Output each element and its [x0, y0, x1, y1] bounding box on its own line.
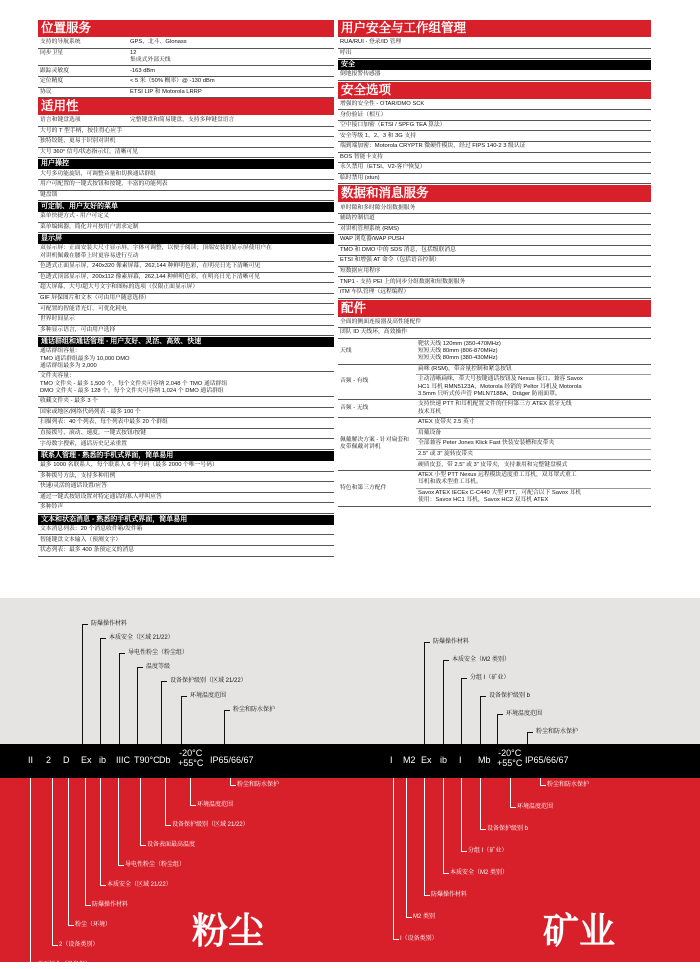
spec-line: 超大屏幕，大号/超大号文字和图标的选项（仅限正面显示屏） — [38, 283, 334, 294]
marking-code: Mb — [478, 755, 491, 765]
spec-line: 多种显示语言，可由用户选择 — [38, 326, 334, 337]
leader-line — [527, 732, 528, 744]
leader-tick — [461, 851, 467, 852]
section-title-user-security: 用户安全与工作组管理 — [338, 20, 651, 37]
leader-line — [480, 696, 481, 744]
leader-line — [406, 778, 407, 917]
spec-line: 收藏文件夹 - 最多 3 个 — [38, 397, 334, 408]
spec-line: 菜单编辑器，简化并可按用户需求定制 — [38, 223, 334, 234]
legend-label: 粉尘和防水保护 — [237, 782, 280, 788]
section-title-usability: 适用性 — [38, 98, 334, 115]
leader-tick — [480, 829, 486, 830]
leader-line — [100, 778, 101, 885]
accessory-group — [338, 340, 651, 365]
spec-line: 短数据应用程序 — [338, 267, 651, 278]
spec-line: 安全等级 1、2、3 和 3G 支持 — [338, 131, 651, 142]
leader-line — [497, 714, 498, 744]
legend-label: I（设备类别） — [400, 936, 438, 942]
leader-line — [461, 678, 462, 744]
right-column — [338, 20, 651, 507]
mine-title: 矿业 — [543, 910, 616, 951]
accessory-group — [338, 471, 651, 507]
leader-tick — [230, 785, 236, 786]
legend-label: 设备保护级别（区域 21/22） — [170, 678, 247, 685]
leader-tick — [540, 785, 546, 786]
accessory-item: 扁咪 (RSM)，带音量控制和紧急按钮 — [416, 365, 651, 376]
marking-code: II — [28, 755, 34, 765]
spec-line: 增强的安全性 - OTAR/DMO SCK — [338, 100, 651, 111]
accessory-item: 支持快速 PTT 和耳机配置文件的任何第三方 ATEX 蓝牙无线 技术耳机 — [418, 401, 572, 415]
section-title-accessories: 配件 — [338, 300, 651, 317]
subsection-text: 文本和状态消息 - 熟悉的手机式界面，简单易用 — [38, 515, 334, 525]
spec-line: 最多 1000 名联系人，每个联系人 6 个号码（最多 2000 个唯一号码） — [38, 461, 334, 472]
leader-line — [100, 638, 101, 744]
leader-line — [165, 778, 166, 825]
leader-line — [82, 624, 83, 744]
spec-line: 临时禁用 (stun) — [338, 174, 651, 185]
marking-code: -20°C +55°C — [497, 748, 523, 768]
leader-line — [118, 778, 119, 865]
accessory-items — [416, 471, 651, 506]
accessory-item: 主动清晰扁咪，带大号按键通话按钮及 Nexus 接口。兼容 Savox HC1 耳机 RMN5123A，Motorola 经销的 Peltor 耳机及 Motorola 3.5mm 只听式传声管 PMLN7188A，Dräger 防雨面罩。 — [418, 376, 583, 397]
leader-line — [85, 778, 86, 905]
leader-tick — [85, 905, 91, 906]
leader-line — [119, 653, 120, 744]
leader-line — [510, 778, 511, 807]
leader-tick — [100, 885, 106, 886]
accessory-item: Savox ATEX IECEx C-C440 大型 PTT，可配合以下 Savox 耳机 使用：Savox HC1 耳机，Savox HC2 双耳机 ATEX — [418, 489, 582, 504]
leader-line — [540, 778, 541, 785]
leader-tick — [406, 917, 412, 918]
spec-line: RUA/RUI - 登录/ID 管理 — [338, 38, 651, 49]
leader-line — [393, 778, 394, 939]
spec-line: 世界时间显示 — [38, 315, 334, 326]
marking-code: D — [63, 755, 70, 765]
leader-tick — [461, 678, 467, 679]
spec-line: 多种拨号方法，支持多种用例 — [38, 472, 334, 483]
accessory-category: 天线 — [340, 348, 352, 355]
accessory-group — [338, 400, 651, 418]
legend-label: 防爆操作材料 — [91, 621, 128, 627]
marking-code: Ex — [421, 755, 432, 765]
marking-code: 2 — [46, 755, 52, 765]
legend-label: 本质安全（M2 类别） — [450, 870, 509, 876]
spec-value: GPS、北斗、Glonass — [130, 39, 187, 46]
leader-tick — [140, 845, 146, 846]
marking-code: Db — [159, 755, 171, 765]
spec-line: 端到端加密：Motorola CRYPTR 微硬件模块，经过 FIPS 140-2 3 级认证 — [338, 142, 651, 153]
subsection-safety: 安全 — [338, 60, 651, 70]
spec-key: 定位精度 — [40, 78, 64, 85]
accessory-item: 肩戴设备 — [416, 429, 651, 440]
spec-line: TMO 和 DMO 中的 SDS 消息，包括级联消息 — [338, 246, 651, 257]
leader-line — [443, 660, 444, 744]
legend-label: 2（设备类别） — [59, 942, 99, 948]
spec-value: 完整键盘和简易键盘，支持多种键盘语言 — [130, 117, 235, 124]
leader-line — [52, 778, 53, 945]
spec-value: < 5 米（50% 概率）@ -130 dBm — [130, 78, 215, 85]
spec-line: 键盘锁 — [38, 191, 334, 202]
spec-line: 状态列表：最多 400 条预定义的消息 — [38, 546, 334, 557]
spec-line: 用户可配置的一键式按钮和按键，丰富的功能列表 — [38, 180, 334, 191]
legend-label: 环境温度范围 — [190, 692, 227, 699]
spec-value: -163 dBm — [130, 67, 156, 74]
marking-code: ib — [440, 755, 448, 765]
legend-label: 设备表面最高温度 — [147, 842, 196, 848]
spec-row — [38, 148, 334, 159]
legend-label: 表面行业（设备组） — [37, 962, 92, 968]
display-list — [38, 244, 334, 336]
usability-table — [38, 116, 334, 158]
spec-line: 字母数字搜索，通话历史记录重置 — [38, 439, 334, 450]
accessory-item: ATEX 皮带夹 2.5 英寸 — [416, 418, 651, 429]
spec-line: 倒地报警传感器 — [338, 70, 651, 81]
accessory-group — [338, 365, 651, 401]
accessory-items — [416, 340, 651, 364]
legend-label: 导电性粉尘（粉尘组） — [128, 649, 189, 656]
spec-line: 通过一键式按钮设置对特定通话的私人呼叫应答 — [38, 493, 334, 504]
spec-line: 永久禁用（ETSI、V2-客户恢复） — [338, 163, 651, 174]
legend-label: 防爆操作材料 — [433, 639, 470, 645]
section-title-location: 位置服务 — [38, 20, 334, 37]
spec-row — [38, 38, 334, 49]
legend-label: 粉尘和防水保护 — [233, 706, 276, 713]
accessory-table — [338, 340, 651, 507]
leader-line — [140, 778, 141, 845]
leader-line — [224, 710, 225, 744]
spec-line: 菜单快捷方式 - 用户可定义 — [38, 212, 334, 223]
spec-line: 辅助控制信道 — [338, 214, 651, 225]
spec-line: WAP 浏览器/WAP PUSH — [338, 235, 651, 246]
spec-line: 可配置的智能背光灯，可优化耗电 — [38, 304, 334, 315]
accessory-items — [416, 365, 651, 400]
legend-label: 防爆操作材料 — [431, 892, 468, 898]
spec-line: 身份验证（相互） — [338, 110, 651, 121]
marking-code: ib — [99, 755, 107, 765]
atex-marking-diagram — [0, 598, 700, 968]
user-control-list — [38, 169, 334, 201]
marking-code: -20°C +55°C — [178, 748, 204, 768]
accessory-top-list — [338, 318, 651, 339]
spec-line: 大号多功能旋钮，可调整音量和切换通话群组 — [38, 169, 334, 180]
leader-tick — [527, 732, 533, 733]
leader-tick — [119, 653, 125, 654]
spec-line: TNP1 - 支持 PEI 上的同步分组数据和短数据服务 — [338, 277, 651, 288]
legend-label: 粉尘和防水保护 — [536, 729, 579, 735]
legend-label: 防爆操作材料 — [92, 902, 129, 908]
spec-line: BOS 智能卡支持 — [338, 153, 651, 164]
spec-line: 团队 ID 天线环，高效操作 — [338, 328, 651, 339]
legend-label: M2 类别 — [413, 914, 436, 920]
marking-code: IIIC — [116, 755, 131, 765]
spec-row — [38, 77, 334, 88]
accessory-category: 音频 - 有线 — [340, 378, 369, 385]
leader-line — [461, 778, 462, 851]
leader-line — [480, 778, 481, 829]
spec-value: ETSI LIP 和 Motorola LRRP — [130, 88, 202, 95]
leader-tick — [443, 660, 449, 661]
spec-line: ETSI 和增强 AT 命令（包括语音控制） — [338, 256, 651, 267]
user-security-list — [338, 38, 651, 59]
spec-line: 空中接口加密（ETSI / SPFG TEA 算法） — [338, 121, 651, 132]
accessory-item: 硬质皮套，带 2.5" 或 3" 皮带夹，支持兼用和完整键盘模式 — [418, 461, 568, 468]
leader-tick — [165, 825, 171, 826]
spec-line: 色透式正面显示屏，240x320 像素屏幕，262,144 种鲜明色彩，在明亮日光下清晰可见 — [38, 262, 334, 273]
accessory-item: 2.5" 或 3" 旋转皮带夹 — [416, 450, 651, 461]
subsection-talkgroup: 通话群组和通话管理 - 用户友好、灵活、高效、快速 — [38, 337, 334, 347]
section-title-data: 数据和消息服务 — [338, 185, 651, 202]
spec-line: 单时隙和多时隙分组数据服务 — [338, 203, 651, 214]
spec-line: 直接拨号、滚动、速度，一键式按钮/按键 — [38, 429, 334, 440]
legend-label: 粉尘和防水保护 — [547, 782, 590, 788]
legend-label: 粉尘（环境） — [75, 922, 112, 928]
spec-row — [38, 127, 334, 138]
leader-line — [161, 681, 162, 744]
leader-tick — [100, 638, 106, 639]
leader-line — [181, 696, 182, 745]
spec-line: iTM 车队管理（远程编程） — [338, 288, 651, 299]
legend-label: 本质安全（区域 21/22） — [109, 635, 174, 642]
leader-line — [424, 778, 425, 895]
security-options-list — [338, 100, 651, 185]
spec-line: 通话群组容量： TMO 通话群组最多为 10,000 DMO 通话群组最多为 2,000 — [38, 347, 334, 372]
marking-code: M2 — [403, 755, 416, 765]
leader-tick — [137, 667, 143, 668]
leader-tick — [510, 807, 516, 808]
spec-key: 协议 — [40, 88, 52, 95]
marking-code: IP65/66/67 — [210, 755, 254, 765]
spec-key: 同步卫星 — [40, 49, 64, 56]
spec-line: 快速/灵活的通话设置/应答 — [38, 482, 334, 493]
leader-line — [443, 778, 444, 873]
leader-tick — [161, 681, 167, 682]
legend-label: 分组 I（矿业） — [470, 675, 510, 681]
spec-line: 国家或地区/网络代码列表 - 最多 100 个 — [38, 408, 334, 419]
leader-tick — [393, 939, 399, 940]
accessory-item: 靶状天线 120mm (350-470MHz) 短短天线 80mm (806-870MHz) 短短天线 80mm (380-430MHz) — [418, 340, 501, 362]
spec-key: 大号 360° 信号/状态指示灯，清晰可见 — [40, 149, 138, 156]
subsection-contacts: 联系人管理 - 熟悉的手机式界面，简单易用 — [38, 451, 334, 461]
spec-row — [38, 66, 334, 77]
marking-code: Ex — [81, 755, 92, 765]
leader-tick — [224, 710, 230, 711]
leader-tick — [480, 696, 486, 697]
accessory-category: 佩戴解决方案 - 针对扁套和 皮带佩戴对讲机 — [340, 436, 409, 450]
legend-label: 本质安全（M2 类别） — [452, 657, 511, 663]
spec-line: 色透式顶部显示屏，200x112 像素屏幕，262,144 种鲜明色彩，在明亮日光下清晰可见 — [38, 273, 334, 284]
leader-line — [68, 778, 69, 925]
left-column — [38, 20, 334, 557]
menu-list — [38, 212, 334, 233]
spec-line: 全面的侧面连接器及高性能配件 — [338, 318, 651, 329]
spec-line: GIF 屏保图片和文本（可由用户随意选择） — [38, 294, 334, 305]
legend-label: 环境温度范围 — [506, 711, 543, 717]
legend-label: 温度等级 — [146, 663, 171, 670]
accessory-category: 特色和第三方配件 — [340, 484, 387, 491]
contacts-list — [38, 461, 334, 514]
legend-label: 设备保护级别 b — [489, 693, 531, 699]
spec-key: 独特铰链，更易于识别对讲机 — [40, 138, 116, 145]
safety-list — [338, 70, 651, 81]
marking-code: I — [390, 755, 393, 765]
spec-key: 语言和键盘选项 — [40, 117, 81, 124]
leader-line — [137, 667, 138, 744]
spec-row — [38, 137, 334, 148]
spec-value: 12 集成式外部天线 — [130, 49, 171, 63]
talkgroup-list — [38, 347, 334, 450]
leader-tick — [30, 965, 36, 966]
marking-code: I — [459, 755, 462, 765]
spec-line: 呼出 — [338, 49, 651, 60]
leader-line — [190, 778, 191, 805]
spec-line: 对讲机管理系统 (RMS) — [338, 225, 651, 236]
spec-line: 扫描列表：40 个列表，每个列表中最多 20 个群组 — [38, 418, 334, 429]
accessory-items — [416, 418, 651, 470]
leader-tick — [82, 624, 88, 625]
spec-line: 文本消息列表：20 个消息收件箱/发件箱 — [38, 525, 334, 536]
leader-tick — [424, 642, 430, 643]
data-services-list — [338, 203, 651, 298]
spec-line: 智能键盘文本输入（预测文字） — [38, 535, 334, 546]
text-message-list — [38, 525, 334, 557]
leader-tick — [190, 805, 196, 806]
spec-key: 支持的导航系统 — [40, 39, 81, 46]
accessory-item: 全部兼容 Peter Jones Klick Fast 快装安装槽和皮带夹 — [416, 439, 651, 450]
section-title-security-options: 安全选项 — [338, 82, 651, 99]
accessory-item: ATEX 小型 PTT Nexus 远程模块适度重工耳机，双耳罩式重工 耳机和战术型重工耳机。 — [416, 471, 651, 489]
marking-code: T90°C — [134, 755, 160, 765]
leader-tick — [497, 714, 503, 715]
leader-line — [30, 778, 31, 965]
spec-row — [38, 49, 334, 67]
accessory-category: 音频 - 无线 — [340, 405, 369, 412]
spec-line: 双显示屏：正面安装大尺寸显示屏，字体可调整，以便于阅读；顶端安装的显示屏使用户在 对讲机佩戴在腰带上时更容易进行互动 — [38, 244, 334, 262]
spec-row — [38, 88, 334, 99]
leader-line — [230, 778, 231, 785]
legend-label: 环境温度范围 — [517, 804, 554, 810]
spec-key: 大号的 T 型手柄，按住得心应手 — [40, 127, 123, 134]
subsection-user-control: 用户操控 — [38, 159, 334, 169]
leader-tick — [68, 925, 74, 926]
dust-title: 粉尘 — [192, 910, 265, 951]
accessory-group — [338, 418, 651, 471]
accessory-items — [416, 400, 651, 417]
location-table — [38, 38, 334, 98]
marking-code: IP65/66/67 — [525, 755, 569, 765]
leader-tick — [181, 696, 187, 697]
legend-label: 设备保护级别 b — [487, 826, 529, 832]
leader-line — [424, 642, 425, 744]
leader-tick — [52, 945, 58, 946]
subsection-menu: 可定制、用户友好的菜单 — [38, 202, 334, 212]
spec-key: 跟踪灵敏度 — [40, 67, 69, 74]
legend-label: 分组 I（矿业） — [468, 848, 508, 854]
legend-label: 设备保护级别（区域 21/22） — [172, 822, 249, 828]
leader-tick — [118, 865, 124, 866]
legend-label: 环境温度范围 — [197, 802, 234, 808]
leader-tick — [424, 895, 430, 896]
subsection-display: 显示屏 — [38, 234, 334, 244]
legend-label: 导电性粉尘（粉尘组） — [125, 862, 186, 868]
leader-tick — [443, 873, 449, 874]
spec-row — [38, 116, 334, 127]
legend-label: 本质安全（区域 21/22） — [107, 882, 172, 888]
spec-line: 多种铃声 — [38, 503, 334, 514]
spec-line: 文件夹容量： TMO 文件夹 - 最多 1,500 个，每个文件夹可容纳 2,048 个 TMO 通话群组 DMO 文件夹 - 最多 128 个，每个文件夹可容纳 1,024 个 DMO 通话群组 — [38, 372, 334, 397]
